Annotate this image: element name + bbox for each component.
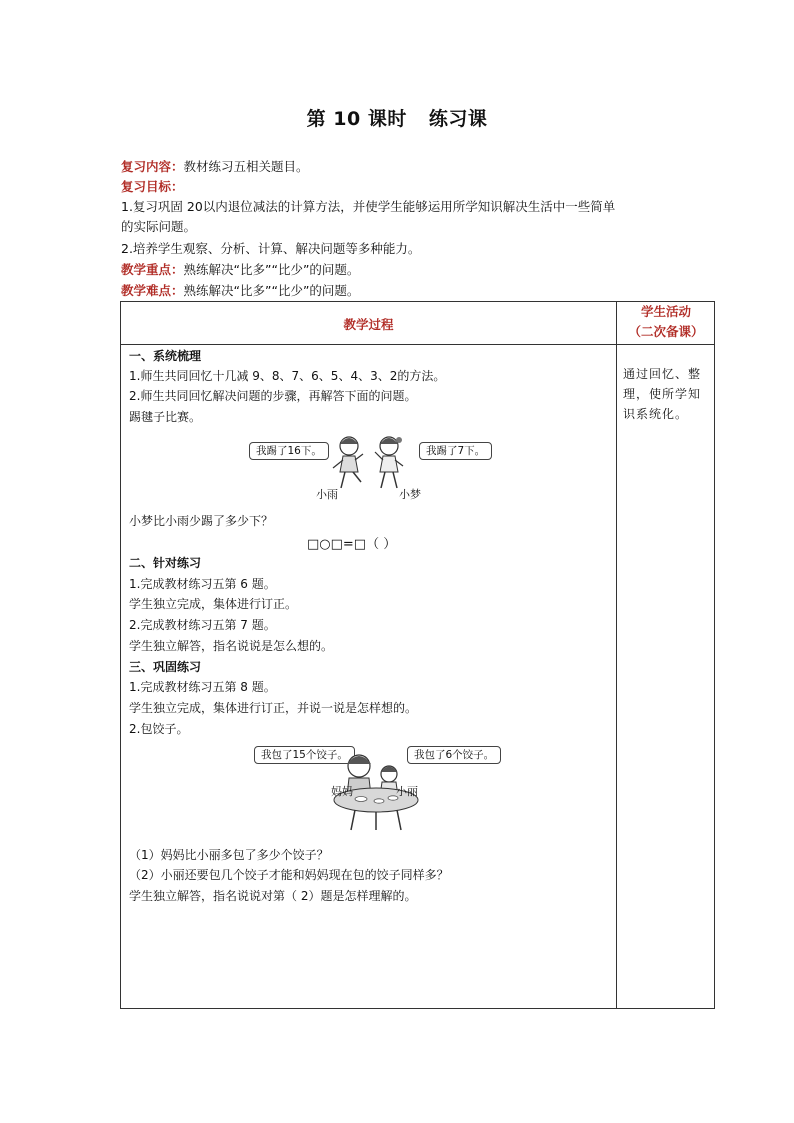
text-line: 1.师生共同回忆十几减 9、8、7、6、5、4、3、2的方法。	[129, 369, 446, 383]
review-goal	[121, 178, 184, 196]
teaching-key-label: 教学重点：	[121, 262, 184, 277]
text-line: 学生独立完成，集体进行订正，并说一说是怎样想的。	[129, 701, 418, 715]
text-line: 1.完成教材练习五第 8 题。	[129, 680, 276, 694]
girls-kicking-illustration	[321, 432, 421, 492]
header-divider	[121, 344, 714, 345]
col-header-activity	[617, 302, 715, 342]
equation-blank: □○□=□（ ）	[307, 537, 397, 552]
review-content	[121, 158, 309, 176]
review-content-text: 教材练习五相关题目。	[183, 159, 309, 174]
question-line: （2）小丽还要包几个饺子才能和妈妈现在包的饺子同样多？	[129, 868, 449, 882]
student-activity-note: 通过回忆、整理，使所学知识系统化。	[623, 367, 702, 421]
name-label-left: 小雨	[316, 488, 338, 501]
text-line: 2.完成教材练习五第 7 题。	[129, 618, 276, 632]
review-content-label: 复习内容：	[121, 159, 184, 174]
teaching-difficulty	[121, 282, 359, 300]
teaching-difficulty-label: 教学难点：	[121, 283, 184, 298]
text-line: 2.师生共同回忆解决问题的步骤，再解答下面的问题。	[129, 389, 417, 403]
name-label-right: 小丽	[396, 785, 418, 798]
col-header-process: 教学过程	[343, 317, 394, 332]
page-title	[0, 104, 794, 131]
speech-bubble-left: 我包了15个饺子。	[254, 746, 355, 764]
text-line: 学生独立完成，集体进行订正。	[129, 597, 298, 611]
teaching-key	[121, 261, 359, 279]
goal-line-1a: 1.复习巩固 20以内退位减法的计算方法，并使学生能够运用所学知识解决生活中一些简单	[121, 199, 616, 214]
text-line: 1.完成教材练习五第 6 题。	[129, 577, 276, 591]
col-header-activity-1: 学生活动	[640, 304, 691, 319]
text-line: 学生独立解答，指名说说是怎么想的。	[129, 639, 334, 653]
speech-bubble-right: 我踢了7下。	[419, 442, 492, 460]
goal-line-1b: 的实际问题。	[121, 219, 197, 234]
teaching-difficulty-text: 熟练解决“比多”“比少”的问题。	[183, 283, 360, 298]
lesson-name: 练习课	[428, 108, 488, 130]
question-line: （1）妈妈比小丽多包了多少个饺子？	[129, 848, 329, 862]
col-header-activity-2: （二次备课）	[628, 324, 704, 339]
lesson-number: 第 10 课时	[306, 108, 407, 130]
section-2-heading: 二、针对练习	[129, 556, 202, 570]
name-label-right: 小梦	[399, 488, 421, 501]
section-1-heading: 一、系统梳理	[129, 349, 202, 363]
speech-bubble-right: 我包了6个饺子。	[407, 746, 501, 764]
section-3-heading: 三、巩固练习	[129, 660, 202, 674]
text-line: 踢毽子比赛。	[129, 410, 202, 424]
text-line: 学生独立解答，指名说说对第（ 2）题是怎样理解的。	[129, 889, 417, 903]
speech-bubble-left: 我踢了16下。	[249, 442, 329, 460]
lesson-table	[120, 301, 715, 1009]
text-line: 2.包饺子。	[129, 722, 189, 736]
review-goal-label: 复习目标：	[121, 179, 184, 194]
question-line: 小梦比小雨少踢了多少下？	[129, 514, 274, 528]
goal-line-2: 2.培养学生观察、分析、计算、解决问题等多种能力。	[121, 241, 421, 256]
column-divider	[616, 302, 617, 1008]
name-label-left: 妈妈	[331, 785, 353, 798]
teaching-key-text: 熟练解决“比多”“比少”的问题。	[183, 262, 360, 277]
